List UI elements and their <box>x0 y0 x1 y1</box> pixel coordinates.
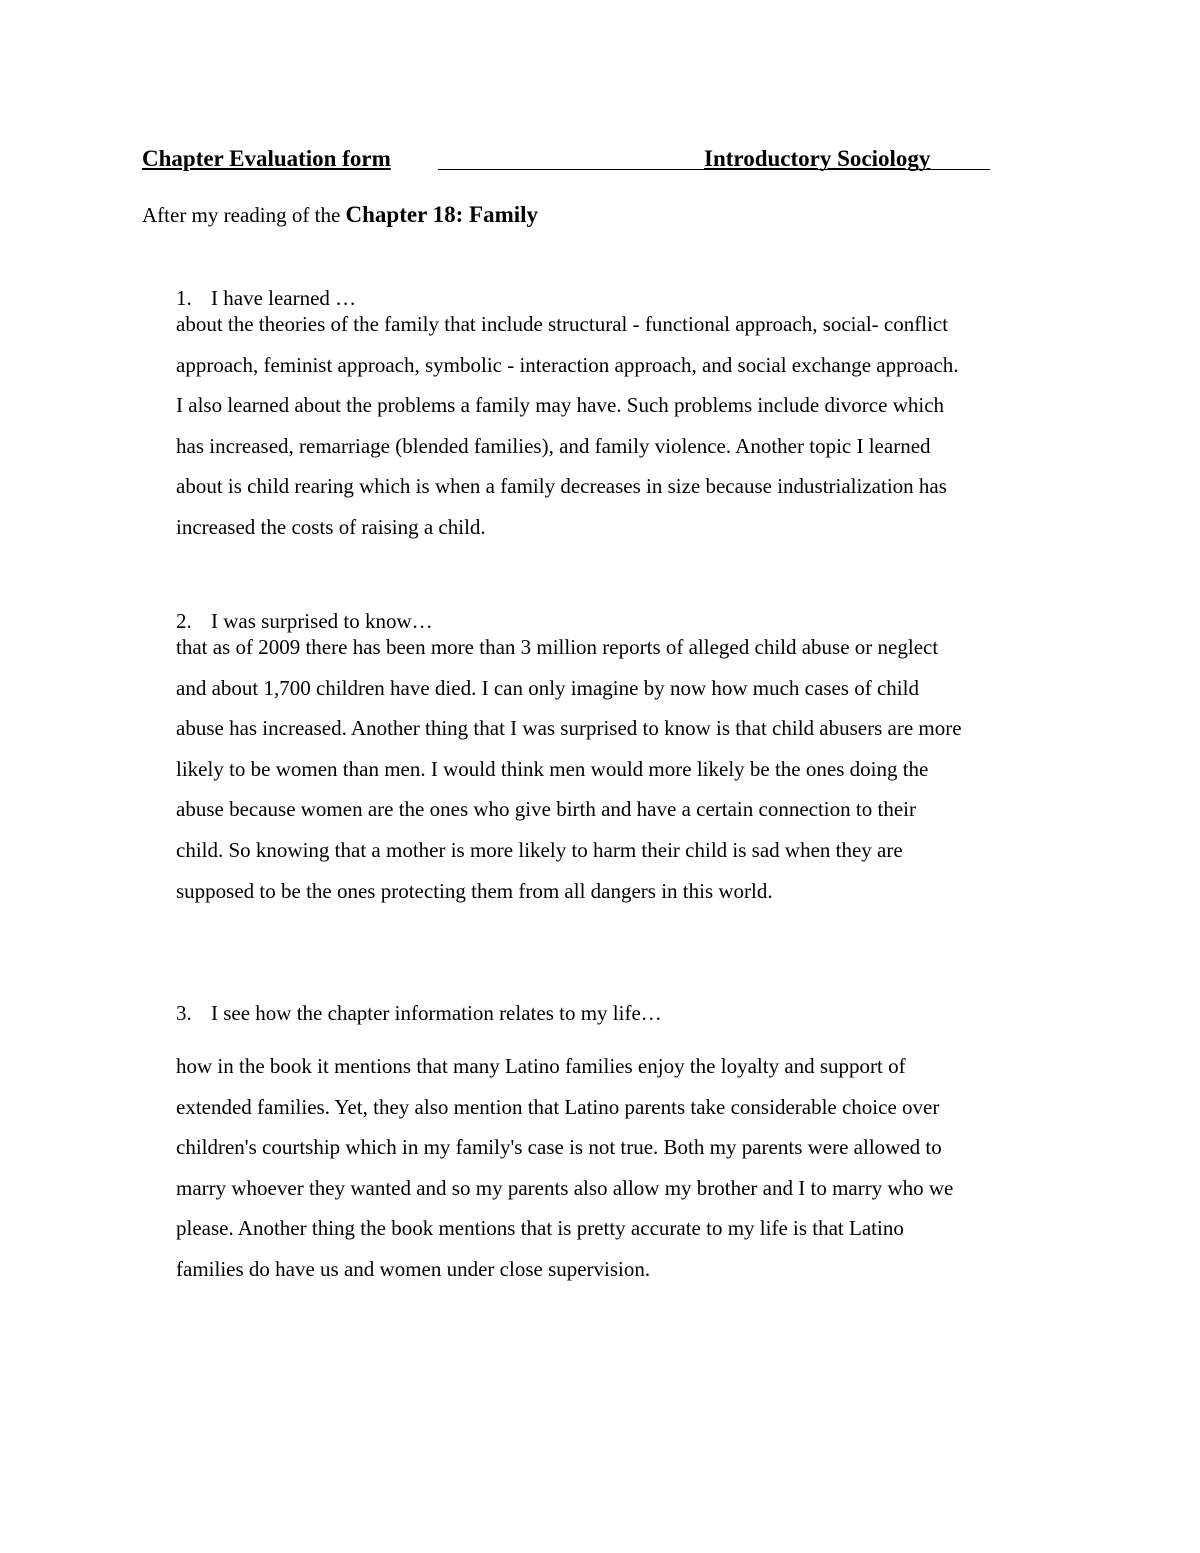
question-3-answer <box>176 1046 953 1290</box>
form-title: Chapter Evaluation form <box>142 146 391 171</box>
question-number: 1. <box>176 286 192 310</box>
answer-line: families do have us and women under close supervision. <box>176 1256 651 1281</box>
answer-line: about the theories of the family that include structural - functional approach, social- conflict <box>176 312 949 336</box>
question-number: 3. <box>176 1001 192 1025</box>
answer-line: abuse has increased. Another thing that I was surprised to know is that child abusers are more <box>176 716 962 741</box>
answer-line: how in the book it mentions that many Latino families enjoy the loyalty and support of <box>176 1054 906 1078</box>
answer-line: likely to be women than men. I would think men would more likely be the ones doing the <box>176 756 929 781</box>
chapter-title: Chapter 18: Family <box>345 202 539 227</box>
answer-line: children's courtship which in my family's case is not true. Both my parents were allowed to <box>176 1135 942 1160</box>
answer-line: about is child rearing which is when a family decreases in size because industrialization has <box>176 474 947 499</box>
question-1-answer <box>176 304 959 548</box>
answer-line: marry whoever they wanted and so my parents also allow my brother and I to marry who we <box>176 1175 954 1200</box>
answer-line: increased the costs of raising a child. <box>176 514 486 539</box>
question-text: I was surprised to know… <box>211 609 433 633</box>
question-number: 2. <box>176 609 192 633</box>
answer-line: extended families. Yet, they also mention that Latino parents take considerable choice over <box>176 1094 940 1119</box>
intro-prefix: After my reading of the <box>142 203 346 227</box>
answer-line: that as of 2009 there has been more than 3 million reports of alleged child abuse or neglect <box>176 635 939 659</box>
answer-line: and about 1,700 children have died. I can only imagine by now how much cases of child <box>176 675 919 700</box>
answer-line: approach, feminist approach, symbolic - interaction approach, and social exchange approach. <box>176 352 959 377</box>
question-text: I have learned … <box>211 286 357 310</box>
answer-line: I also learned about the problems a family may have. Such problems include divorce which <box>176 393 945 418</box>
answer-line: has increased, remarriage (blended families), and family violence. Another topic I learned <box>176 433 931 458</box>
question-text: I see how the chapter information relates to my life… <box>211 1001 662 1025</box>
question-2-answer <box>176 627 962 911</box>
form-header <box>142 143 990 175</box>
answer-line: child. So knowing that a mother is more likely to harm their child is sad when they are <box>176 837 903 862</box>
intro-line <box>142 199 538 231</box>
question-3-prompt <box>176 998 662 1028</box>
answer-line: please. Another thing the book mentions that is pretty accurate to my life is that Latino <box>176 1216 904 1241</box>
course-title: Introductory Sociology <box>704 146 931 171</box>
answer-line: abuse because women are the ones who give birth and have a certain connection to their <box>176 797 916 822</box>
answer-line: supposed to be the ones protecting them from all dangers in this world. <box>176 878 773 903</box>
